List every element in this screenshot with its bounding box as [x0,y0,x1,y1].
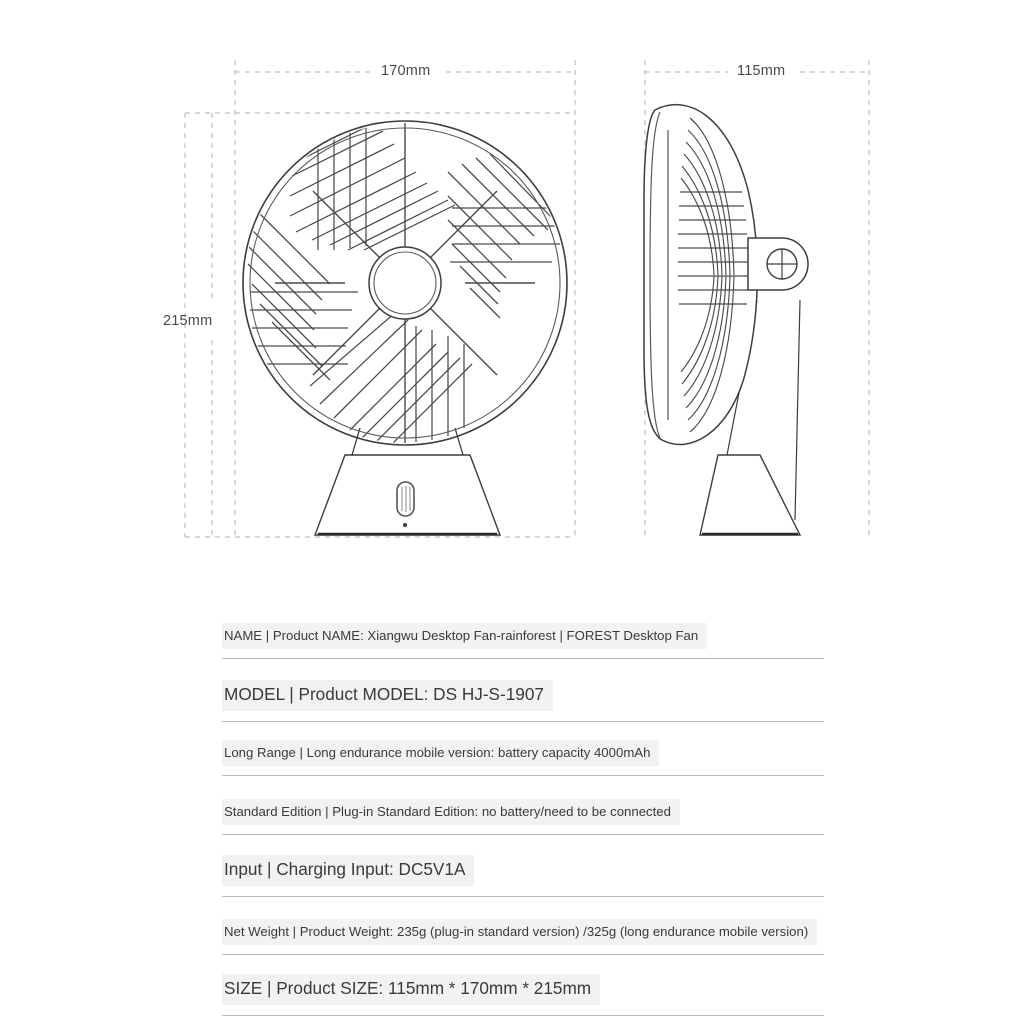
spec-divider [222,775,824,776]
spec-row-input [222,855,824,886]
fan-front-view [243,121,567,535]
spec-row-model [222,680,824,711]
indicator-led-front [403,523,407,527]
spec-divider [222,1015,824,1016]
fan-head-side-shell [644,105,757,445]
spec-divider [222,721,824,722]
spec-text-model: MODEL | Product MODEL: DS HJ-S-1907 [222,680,553,711]
spec-row-size [222,974,824,1005]
spec-text-long-range: Long Range | Long endurance mobile version: battery capacity 4000mAh [222,740,659,766]
fan-hub-inner [374,252,436,314]
spec-text-input: Input | Charging Input: DC5V1A [222,855,474,886]
dimension-label-height: 215mm [163,313,213,329]
spec-row-net-weight [222,919,824,945]
dimension-label-depth: 115mm [737,63,786,79]
spec-divider [222,896,824,897]
dimension-label-width: 170mm [381,63,431,79]
spec-row-long-range [222,740,824,766]
dimension-guide-lines [185,60,869,537]
spec-divider [222,954,824,955]
specification-list [0,575,1024,1024]
spec-text-name: NAME | Product NAME: Xiangwu Desktop Fan-rainforest | FOREST Desktop Fan [222,623,707,649]
spec-row-standard-edition [222,799,824,825]
spec-divider [222,658,824,659]
spec-row-name [222,623,824,649]
spec-text-net-weight: Net Weight | Product Weight: 235g (plug-in standard version) /325g (long endurance mobile version) [222,919,817,945]
fan-side-view [644,105,808,535]
spec-text-size: SIZE | Product SIZE: 115mm * 170mm * 215mm [222,974,600,1005]
fan-base-side [700,455,800,535]
spec-divider [222,834,824,835]
spec-text-standard-edition: Standard Edition | Plug-in Standard Edition: no battery/need to be connected [222,799,680,825]
